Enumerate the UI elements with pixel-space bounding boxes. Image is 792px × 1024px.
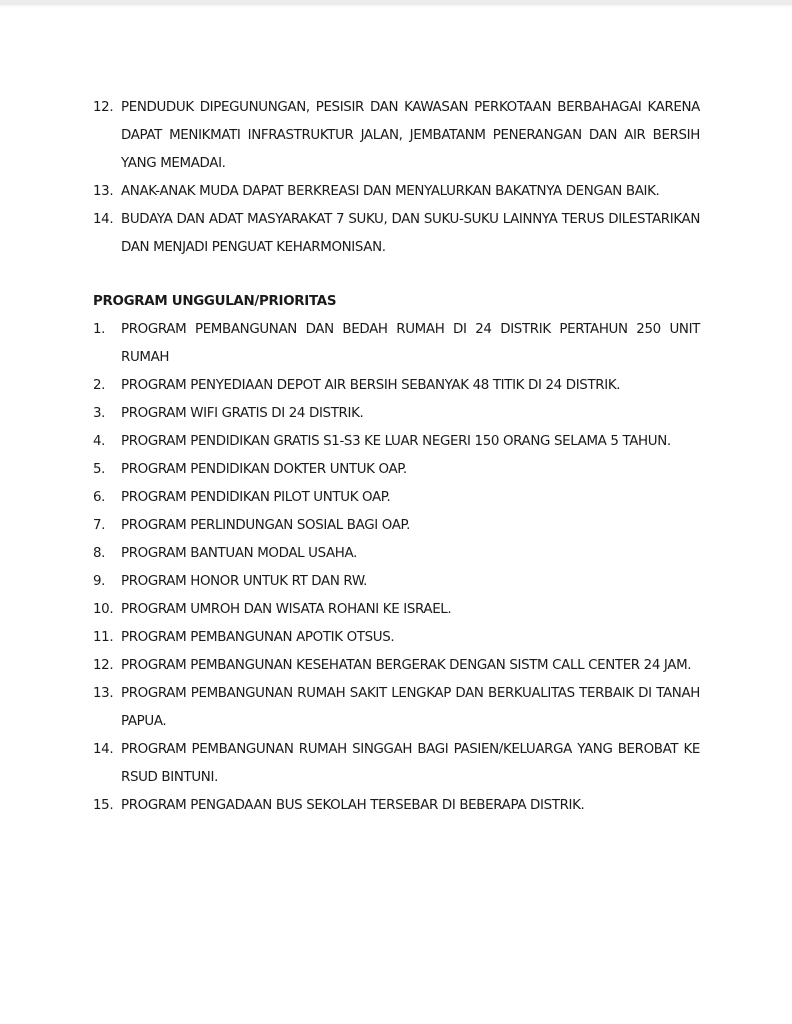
list-item <box>93 736 700 792</box>
list-number: 2. <box>93 378 106 393</box>
list-item <box>93 652 700 680</box>
list-text: PROGRAM BANTUAN MODAL USAHA. <box>121 546 358 561</box>
list-text: PROGRAM PEMBANGUNAN APOTIK OTSUS. <box>121 630 395 645</box>
list-text: PROGRAM PEMBANGUNAN RUMAH SINGGAH BAGI PASIEN/KELUARGA YANG BEROBAT KE RSUD BINTUNI. <box>121 742 700 785</box>
list-number: 3. <box>93 406 106 421</box>
list-text: PROGRAM PENDIDIKAN DOKTER UNTUK OAP. <box>121 462 407 477</box>
list-number: 15. <box>93 798 114 813</box>
list-number: 14. <box>93 742 114 757</box>
list-item <box>93 568 700 596</box>
list-item <box>93 178 700 206</box>
vision-list <box>93 94 700 262</box>
list-text: PROGRAM PEMBANGUNAN RUMAH SAKIT LENGKAP DAN BERKUALITAS TERBAIK DI TANAH PAPUA. <box>121 686 700 729</box>
list-text: BUDAYA DAN ADAT MASYARAKAT 7 SUKU, DAN SUKU-SUKU LAINNYA TERUS DILESTARIKAN DAN MENJADI PENGUAT KEHARMONISAN. <box>121 212 700 255</box>
program-list <box>93 316 700 820</box>
list-text: PROGRAM PEMBANGUNAN KESEHATAN BERGERAK DENGAN SISTM CALL CENTER 24 JAM. <box>121 658 692 673</box>
list-item <box>93 316 700 372</box>
list-number: 12. <box>93 658 114 673</box>
list-number: 11. <box>93 630 114 645</box>
list-number: 8. <box>93 546 106 561</box>
section-heading: PROGRAM UNGGULAN/PRIORITAS <box>93 294 337 309</box>
list-item <box>93 456 700 484</box>
list-item <box>93 400 700 428</box>
list-text: PROGRAM PEMBANGUNAN DAN BEDAH RUMAH DI 24 DISTRIK PERTAHUN 250 UNIT RUMAH <box>121 322 700 365</box>
list-number: 13. <box>93 184 114 199</box>
list-number: 9. <box>93 574 106 589</box>
list-text: PROGRAM WIFI GRATIS DI 24 DISTRIK. <box>121 406 364 421</box>
list-number: 12. <box>93 100 114 115</box>
list-item <box>93 512 700 540</box>
list-item <box>93 372 700 400</box>
list-text: PROGRAM UMROH DAN WISATA ROHANI KE ISRAEL. <box>121 602 452 617</box>
list-number: 7. <box>93 518 106 533</box>
list-item <box>93 206 700 262</box>
list-number: 10. <box>93 602 114 617</box>
list-item <box>93 484 700 512</box>
list-text: PROGRAM PENYEDIAAN DEPOT AIR BERSIH SEBANYAK 48 TITIK DI 24 DISTRIK. <box>121 378 621 393</box>
list-text: PROGRAM PENDIDIKAN PILOT UNTUK OAP. <box>121 490 391 505</box>
list-item <box>93 680 700 736</box>
list-text: PENDUDUK DIPEGUNUNGAN, PESISIR DAN KAWASAN PERKOTAAN BERBAHAGAI KARENA DAPAT MENIKMATI INFRASTRUKTUR JALAN, JEMBATANM PENERANGAN DAN AIR BERSIH YANG MEMADAI. <box>121 100 700 171</box>
list-number: 5. <box>93 462 106 477</box>
list-item <box>93 624 700 652</box>
list-text: PROGRAM PENDIDIKAN GRATIS S1-S3 KE LUAR NEGERI 150 ORANG SELAMA 5 TAHUN. <box>121 434 671 449</box>
list-text: PROGRAM PERLINDUNGAN SOSIAL BAGI OAP. <box>121 518 411 533</box>
list-text: PROGRAM HONOR UNTUK RT DAN RW. <box>121 574 368 589</box>
list-number: 1. <box>93 322 106 337</box>
viewer-top-edge <box>0 0 792 5</box>
list-number: 4. <box>93 434 106 449</box>
list-item <box>93 596 700 624</box>
list-item <box>93 540 700 568</box>
list-item <box>93 94 700 178</box>
list-number: 14. <box>93 212 114 227</box>
list-text: ANAK-ANAK MUDA DAPAT BERKREASI DAN MENYALURKAN BAKATNYA DENGAN BAIK. <box>121 184 660 199</box>
list-item <box>93 428 700 456</box>
list-number: 6. <box>93 490 106 505</box>
list-item <box>93 792 700 820</box>
document-page <box>93 94 700 820</box>
list-text: PROGRAM PENGADAAN BUS SEKOLAH TERSEBAR DI BEBERAPA DISTRIK. <box>121 798 585 813</box>
list-number: 13. <box>93 686 114 701</box>
